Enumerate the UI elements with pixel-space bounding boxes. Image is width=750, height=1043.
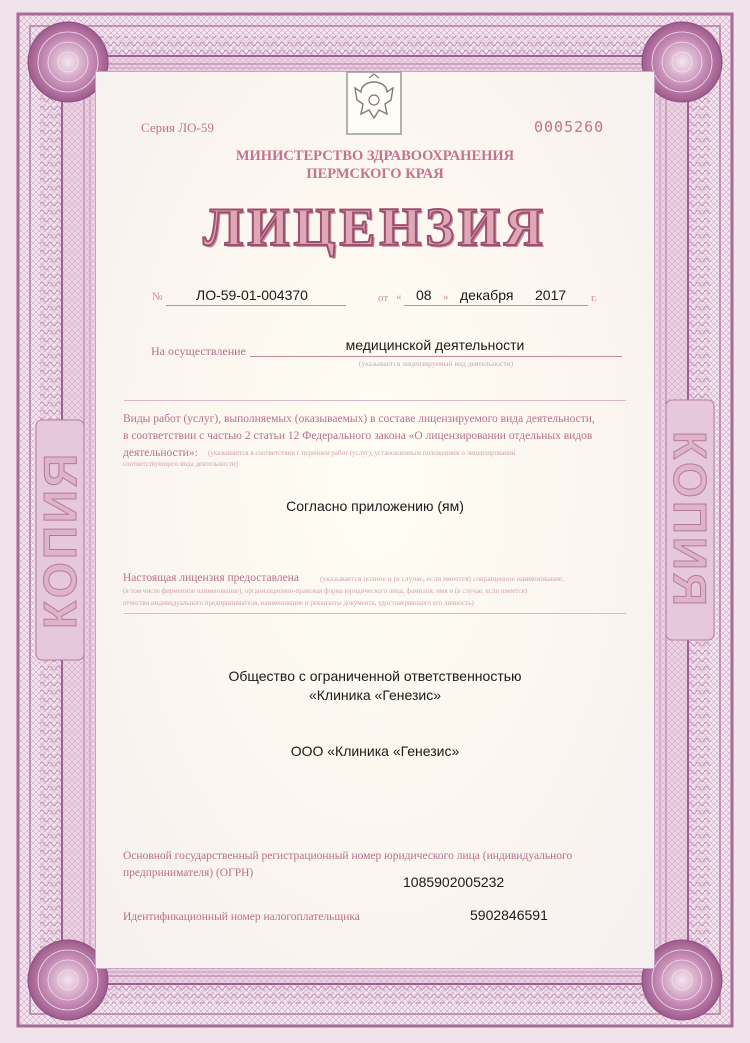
activity-hint: (указывается лицензируемый вид деятельности) bbox=[358, 359, 514, 368]
serial-number: 0005260 bbox=[534, 118, 605, 136]
ministry-line-2: ПЕРМСКОГО КРАЯ bbox=[306, 166, 444, 182]
inn-value: 5902846591 bbox=[470, 907, 548, 923]
ministry-line-1: МИНИСТЕРСТВО ЗДРАВООХРАНЕНИЯ bbox=[235, 148, 515, 164]
licensee-hint-3: отчество индивидуального предпринимателя, наименование и реквизиты документа, удостоверяющего его личность) bbox=[123, 599, 474, 607]
number-label: № bbox=[152, 291, 163, 303]
activity-underline bbox=[250, 356, 622, 357]
licensee-full-name-1: Общество с ограниченной ответственностью bbox=[228, 668, 522, 684]
date-from-label: от bbox=[378, 292, 389, 304]
section-divider bbox=[124, 400, 626, 401]
series-label: Серия ЛО-59 bbox=[141, 120, 214, 135]
activity-value: медицинской деятельности bbox=[345, 337, 525, 353]
license-day: 08 bbox=[416, 287, 432, 303]
copy-stamp-left-text: КОПИЯ bbox=[34, 450, 87, 630]
date-underline bbox=[404, 305, 588, 306]
works-value: Согласно приложению (ям) bbox=[286, 498, 464, 514]
works-hint-2: соответствующего вида деятельности) bbox=[123, 460, 238, 468]
works-text-2: в соответствии с частью 2 статьи 12 Федерального закона «О лицензировании отдельных видов bbox=[123, 430, 593, 442]
year-suffix: г. bbox=[591, 292, 598, 304]
works-text-1: Виды работ (услуг), выполняемых (оказываемых) в составе лицензируемого вида деятельности, bbox=[123, 413, 595, 425]
inn-label: Идентификационный номер налогоплательщика bbox=[123, 911, 360, 923]
ogrn-label-1: Основной государственный регистрационный номер юридического лица (индивидуального bbox=[123, 850, 573, 862]
licensee-text: Настоящая лицензия предоставлена bbox=[123, 572, 299, 584]
works-text-3: деятельности»: bbox=[123, 447, 198, 459]
licensee-full-name-2: «Клиника «Генезис» bbox=[308, 687, 442, 703]
copy-stamp-right bbox=[664, 375, 717, 665]
activity-label: На осуществление bbox=[151, 344, 246, 358]
licensee-divider bbox=[124, 613, 626, 614]
licensee-hint-1: (указывается полное и (в случае, если имеется) сокращенное наименование, bbox=[320, 574, 565, 583]
copy-stamp-right-text: КОПИЯ bbox=[664, 430, 717, 610]
license-number-underline bbox=[166, 305, 346, 306]
copy-stamp-left bbox=[34, 395, 87, 685]
licensee-short-name: ООО «Клиника «Генезис» bbox=[290, 743, 460, 759]
ogrn-value: 1085902005232 bbox=[403, 874, 505, 890]
russian-coat-of-arms-icon bbox=[345, 70, 403, 136]
license-month: декабря bbox=[460, 287, 514, 303]
works-hint-1: (указываются в соответствии с перечнем работ (услуг), установленным положением о лицензировании bbox=[208, 449, 516, 457]
ogrn-label-2: предпринимателя) (ОГРН) bbox=[123, 867, 254, 879]
date-open-quote: « bbox=[396, 291, 402, 303]
license-number: ЛО-59-01-004370 bbox=[196, 287, 308, 303]
date-close-quote: » bbox=[443, 291, 449, 303]
document-title: ЛИЦЕНЗИЯ bbox=[203, 197, 547, 257]
license-year: 2017 bbox=[535, 287, 567, 303]
licensee-hint-2: (в том числе фирменное наименование), организационно-правовая форма юридического лица, фамилия, имя и (в случае, если имеется) bbox=[123, 587, 528, 595]
